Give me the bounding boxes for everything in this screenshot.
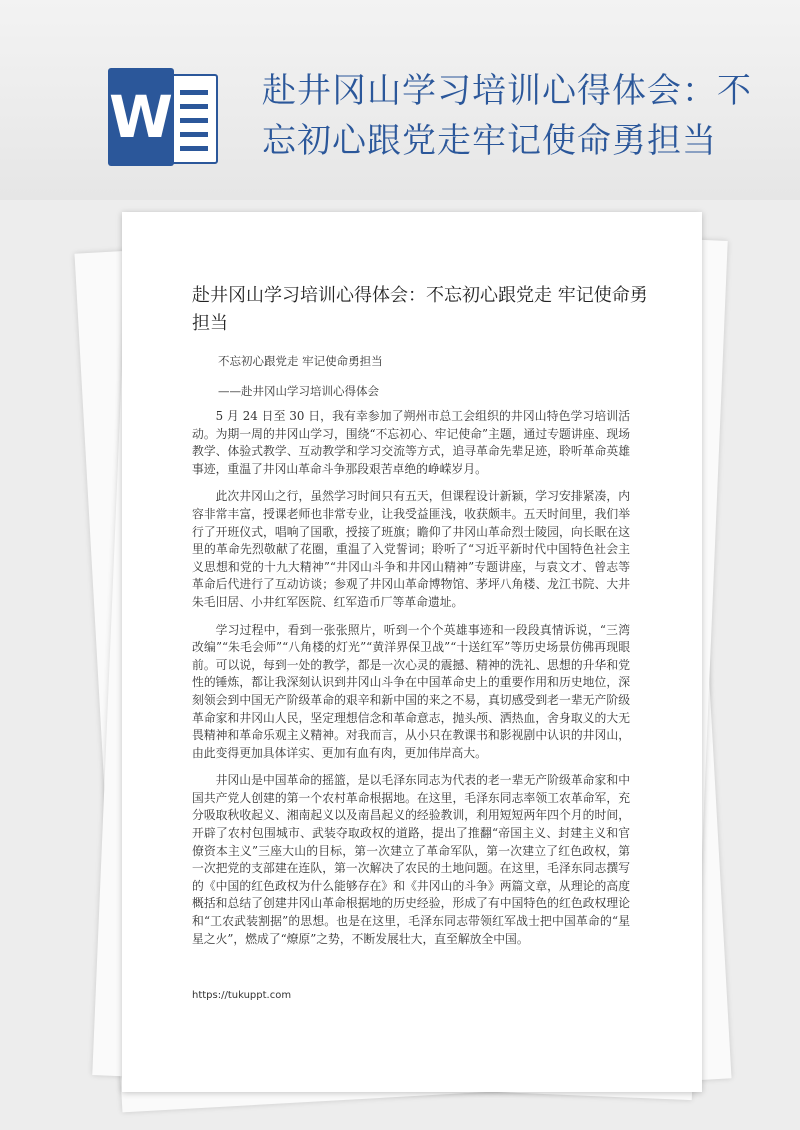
paragraph: 学习过程中，看到一张张照片，听到一个个英雄事迹和一段段真情诉说，“三湾改编”“朱毛会师”“八角楼的灯光”“黄洋界保卫战”“十送红军”等历史场景仿佛再现眼前。可以说，每到一处的教学，都是一次心灵的震撼、精神的洗礼、思想的升华和党性的锤炼，都让我深刻认识到井冈山斗争在中国革命史上的重要作用和历史地位，深刻领会到中国无产阶级革命的艰辛和新中国的来之不易，真切感受到老一辈无产阶级革命家和井冈山人民，坚定理想信念和革命意志，抛头颅、洒热血，舍身取义的大无畏精神和革命乐观主义精神。对我而言，从小只在教课书和影视剧中认识的井冈山，由此变得更加具体详实、更加有血有肉，更加伟岸高大。 xyxy=(192,622,630,760)
word-logo-letter: W xyxy=(108,68,174,166)
paragraph: 井冈山是中国革命的摇篮，是以毛泽东同志为代表的老一辈无产阶级革命家和中国共产党人创建的第一个农村革命根据地。在这里，毛泽东同志率领工农革命军，充分吸取秋收起义、湘南起义以及南昌起义的经验教训，利用短短两年四个月的时间，开辟了农村包围城市、武装夺取政权的道路，提出了推翻“帝国主义、封建主义和官僚资本主义”三座大山的目标，第一次建立了革命军队，第一次建立了红色政权，第一次把党的支部建在连队，第一次解决了农民的土地问题。在这里，毛泽东同志撰写的《中国的红色政权为什么能够存在》和《井冈山的斗争》两篇文章，从理论的高度概括和总结了创建井冈山革命根据地的历史经验，形成了有中国特色的红色政权理论和“工农武装割据”的思想。也是在这里，毛泽东同志带领红军战士把中国革命的“星星之火”，燃成了“燎原”之势，不断发展壮大，直至解放全中国。 xyxy=(192,773,630,946)
paragraph: 5 月 24 日至 30 日，我有幸参加了朔州市总工会组织的井冈山特色学习培训活动。为期一周的井冈山学习，围绕“不忘初心、牢记使命”主题，通过专题讲座、现场教学、体验式教学、互动教学和学习交流等方式，追寻革命先辈足迹，聆听革命英雄事迹，重温了井冈山革命斗争那段艰苦卓绝的峥嵘岁月。 xyxy=(192,409,630,476)
source-url[interactable]: https://tukuppt.com xyxy=(192,990,292,1001)
document-subtitle: 不忘初心跟党走 牢记使命勇担当 xyxy=(218,354,383,368)
banner-title: 赴井冈山学习培训心得体会：不忘初心跟党走牢记使命勇担当 xyxy=(262,71,752,161)
banner xyxy=(0,0,800,200)
document-byline: ——赴井冈山学习培训心得体会 xyxy=(218,384,379,398)
word-document-icon xyxy=(108,68,216,166)
document-title: 赴井冈山学习培训心得体会：不忘初心跟党走 牢记使命勇担当 xyxy=(192,285,648,334)
document-page xyxy=(122,212,702,1092)
document-body xyxy=(192,408,630,958)
paragraph: 此次井冈山之行，虽然学习时间只有五天，但课程设计新颖，学习安排紧凑，内容非常丰富，授课老师也非常专业，让我受益匪浅，收获颇丰。五天时间里，我们举行了开班仪式，唱响了国歌，授接了班旗；瞻仰了井冈山革命烈士陵园，向长眠在这里的革命先烈敬献了花圈，重温了入党誓词；聆听了“习近平新时代中国特色社会主义思想和党的十九大精神”“井冈山斗争和井冈山精神”专题讲座，与袁文才、曾志等革命后代进行了互动访谈；参观了井冈山革命博物馆、茅坪八角楼、龙江书院、大井朱毛旧居、小井红军医院、红军造币厂等革命遗址。 xyxy=(192,489,630,609)
